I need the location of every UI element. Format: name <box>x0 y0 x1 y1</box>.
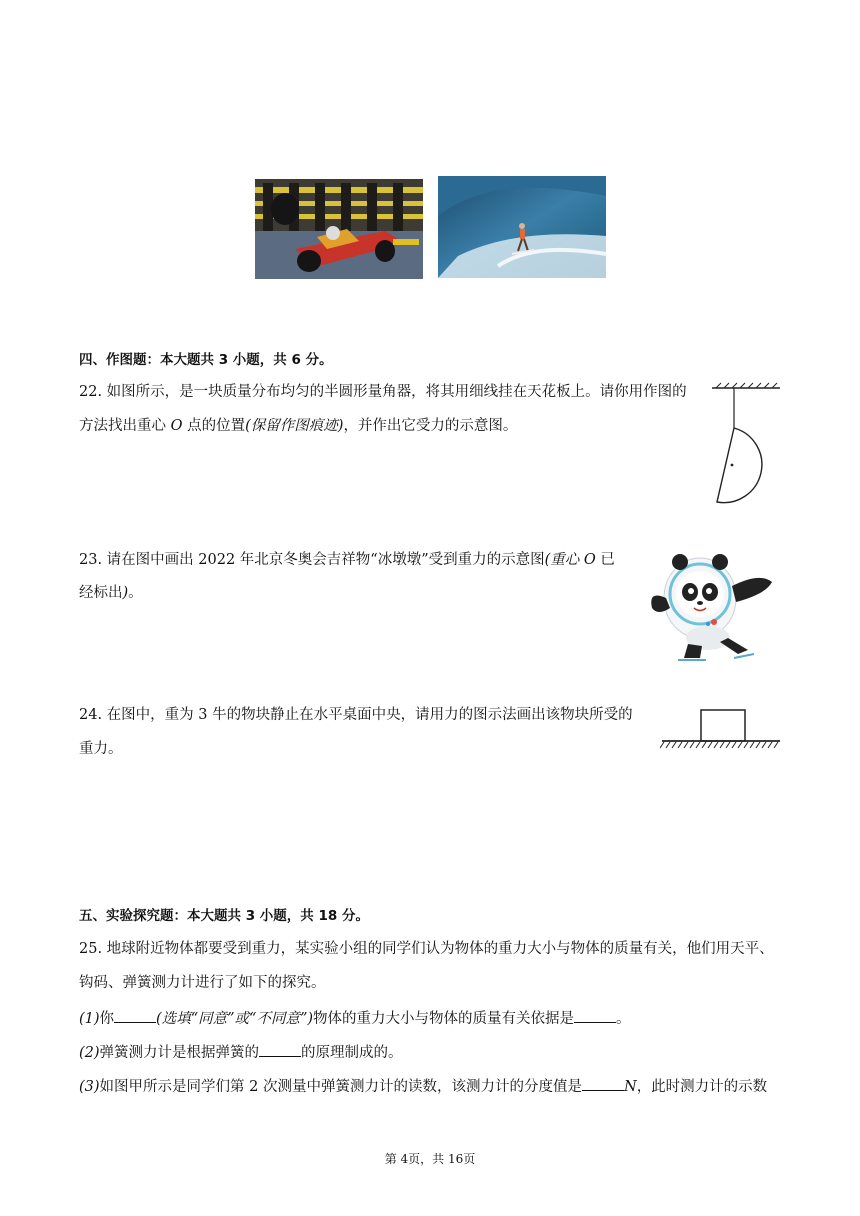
question-24-line-2: 重力。 <box>79 741 123 757</box>
question-25-part-2 <box>79 1042 403 1063</box>
question-23-text: 经标出 <box>79 585 123 601</box>
part-number: (1) <box>79 1011 100 1027</box>
mascot-figure <box>648 546 776 664</box>
part-text: 如图甲所示是同学们第 2 次测量中弹簧测力计的读数，该测力计的分度值是 <box>99 1079 582 1095</box>
question-23-line-1 <box>79 550 615 570</box>
question-25-part-1 <box>79 1008 631 1029</box>
question-25-part-3 <box>79 1076 767 1097</box>
question-25-line-2: 钩码、弹簧测力计进行了如下的探究。 <box>79 975 326 991</box>
part-text: 的原理制成的。 <box>301 1045 403 1061</box>
page-footer: 第 4页，共 16页 <box>384 1152 476 1166</box>
center-of-gravity-symbol: O <box>170 418 183 434</box>
part-number: (2) <box>79 1045 100 1061</box>
answer-blank[interactable] <box>582 1076 624 1091</box>
question-23-text: 。 <box>128 585 143 601</box>
question-23-line-2 <box>79 583 143 603</box>
part-text: 。 <box>616 1011 631 1027</box>
unit-symbol: N <box>624 1079 637 1095</box>
question-22-text: ，并作出它受力的示意图。 <box>343 418 518 434</box>
question-23-text: 23. 请在图中画出 2022 年北京冬奥会吉祥物“冰墩墩”受到重力的示意图 <box>79 552 545 568</box>
part-note: (选填“同意”或“不同意” <box>156 1011 308 1027</box>
answer-blank[interactable] <box>259 1042 301 1057</box>
part-text: 物体的重力大小与物体的质量有关依据是 <box>313 1011 575 1027</box>
question-24-line-1: 24. 在图中，重为 3 牛的物块静止在水平桌面中央，请用力的图示法画出该物块所受的 <box>79 707 633 723</box>
question-22-line-2 <box>79 416 517 436</box>
protractor-figure <box>708 382 782 506</box>
answer-blank[interactable] <box>574 1008 616 1023</box>
answer-blank[interactable] <box>114 1008 156 1023</box>
part-number: (3) <box>79 1079 100 1095</box>
question-25-line-1: 25. 地球附近物体都要受到重力，某实验小组的同学们认为物体的重力大小与物体的质量有关，他们用天平、 <box>79 941 774 957</box>
question-23-note: (重心 <box>544 552 584 568</box>
question-23-text: 已 <box>595 552 615 568</box>
question-22-line-1: 22. 如图所示，是一块质量分布均匀的半圆形量角器，将其用细线挂在天花板上。请你用作图的 <box>79 384 687 400</box>
question-23-note: ) <box>122 585 129 601</box>
question-22-text: 点的位置 <box>182 418 246 434</box>
part-text: ，此时测力计的示数 <box>636 1079 768 1095</box>
center-of-gravity-symbol: O <box>583 552 596 568</box>
part-note: ) <box>307 1011 314 1027</box>
section-5-heading: 五、实验探究题：本大题共 3 小题，共 18 分。 <box>79 908 369 924</box>
part-text: 弹簧测力计是根据弹簧的 <box>99 1045 260 1061</box>
surfer-photo <box>438 176 606 278</box>
question-22-text: 方法找出重心 <box>79 418 171 434</box>
racing-car-photo <box>255 179 423 279</box>
block-on-table-figure <box>660 706 782 750</box>
section-4-heading: 四、作图题：本大题共 3 小题，共 6 分。 <box>79 352 333 368</box>
question-22-note: (保留作图痕迹) <box>245 418 344 434</box>
part-text: 你 <box>99 1011 115 1027</box>
